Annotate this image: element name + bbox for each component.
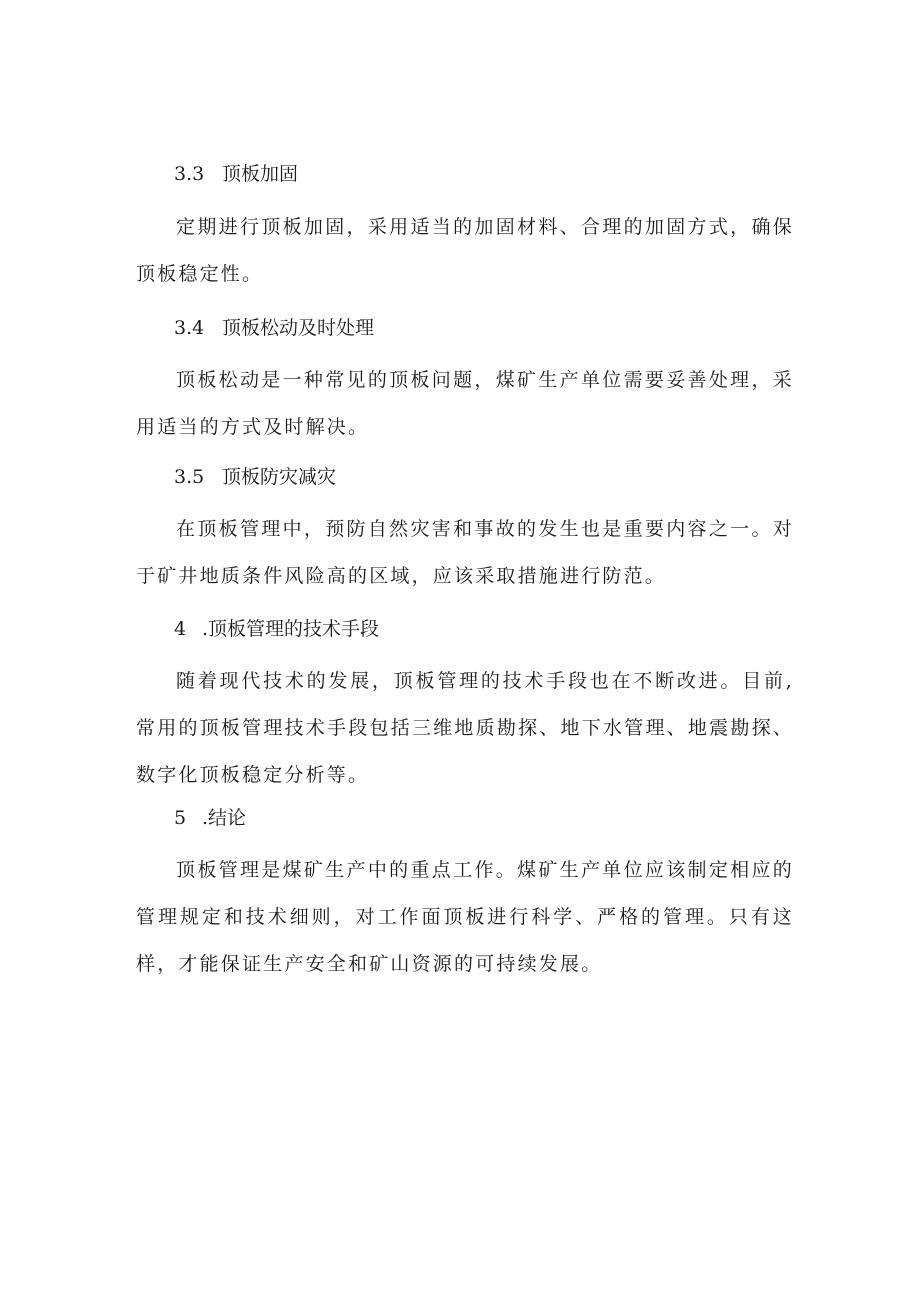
section-number: 3.5 bbox=[174, 466, 205, 488]
section-heading-5 bbox=[174, 806, 246, 830]
section-number: 3.4 bbox=[174, 317, 205, 339]
section-heading-3-5 bbox=[174, 465, 336, 489]
section-number: 5 bbox=[174, 807, 187, 829]
section-number: 4 bbox=[174, 618, 187, 640]
section-title: .结论 bbox=[202, 807, 247, 829]
section-paragraph-3-3: 定期进行顶板加固，采用适当的加固材料、合理的加固方式，确保顶板稳定性。 bbox=[136, 216, 794, 285]
section-number: 3.3 bbox=[174, 163, 205, 185]
section-title: .顶板管理的技术手段 bbox=[202, 618, 380, 640]
section-heading-4 bbox=[174, 617, 379, 641]
section-paragraph-4: 随着现代技术的发展，顶板管理的技术手段也在不断改进。目前,常用的顶板管理技术手段包括三维地质勘探、地下水管理、地震勘探、数字化顶板稳定分析等。 bbox=[136, 670, 794, 786]
section-title: 顶板防灾减灾 bbox=[222, 466, 337, 488]
section-title: 顶板松动及时处理 bbox=[222, 317, 375, 339]
section-heading-3-4 bbox=[174, 316, 374, 340]
section-heading-3-3 bbox=[174, 162, 298, 186]
section-paragraph-3-4: 顶板松动是一种常见的顶板问题，煤矿生产单位需要妥善处理，采用适当的方式及时解决。 bbox=[136, 369, 794, 438]
section-title: 顶板加固 bbox=[222, 163, 299, 185]
section-paragraph-5: 顶板管理是煤矿生产中的重点工作。煤矿生产单位应该制定相应的管理规定和技术细则，对工作面顶板进行科学、严格的管理。只有这样，才能保证生产安全和矿山资源的可持续发展。 bbox=[136, 859, 794, 975]
section-paragraph-3-5: 在顶板管理中，预防自然灾害和事故的发生也是重要内容之一。对于矿井地质条件风险高的区域，应该采取措施进行防范。 bbox=[136, 518, 794, 587]
